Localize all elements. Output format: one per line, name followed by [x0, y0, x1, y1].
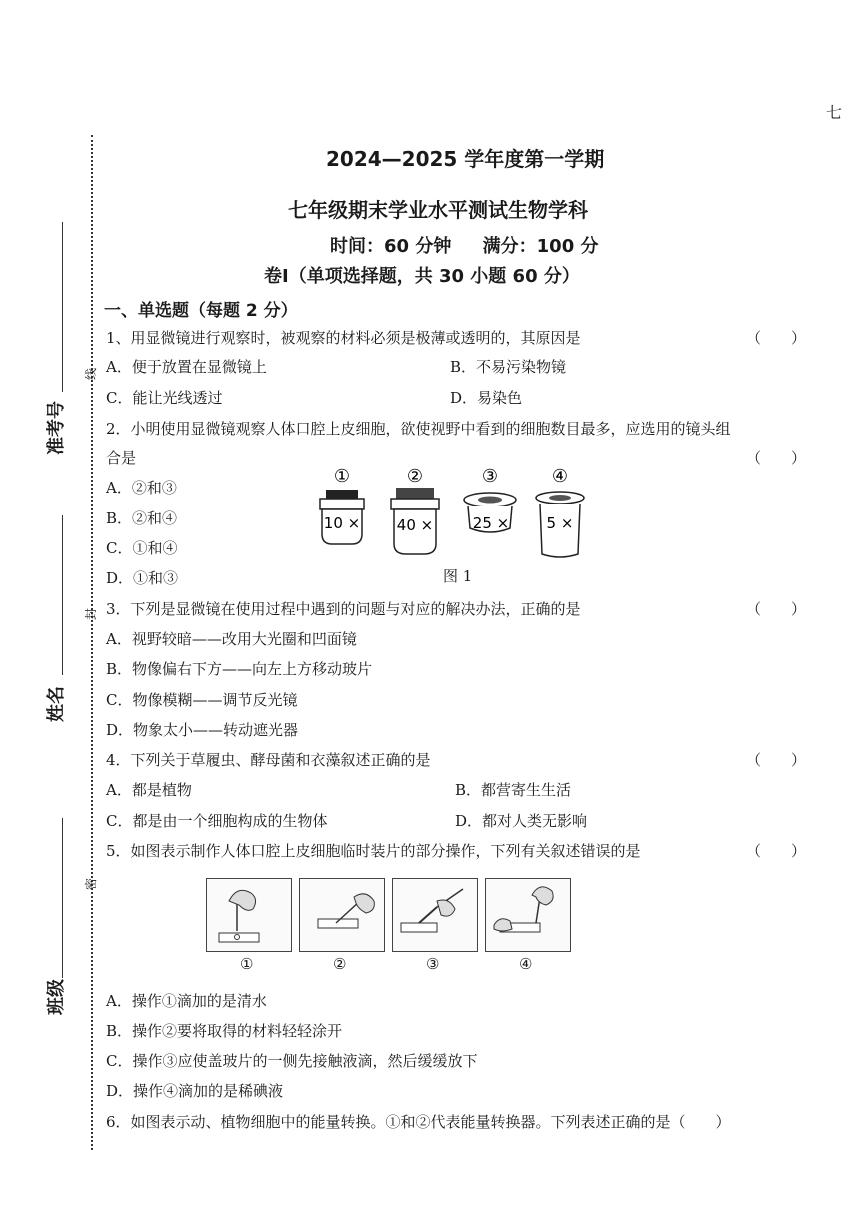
q3-option-b: B．物像偏右下方——向左上方移动玻片 — [106, 660, 373, 678]
q3-answer-paren: （ ） — [746, 600, 807, 618]
section-title: 一、单选题（每题 2 分） — [104, 301, 298, 321]
q5-stem: 5．如图表示制作人体口腔上皮细胞临时装片的部分操作，下列有关叙述错误的是 — [106, 842, 641, 860]
q1-stem: 1、用显微镜进行观察时，被观察的材料必须是极薄或透明的，其原因是 — [106, 329, 581, 347]
lens-1 — [320, 466, 364, 544]
q5-option-a: A．操作①滴加的是清水 — [106, 992, 267, 1010]
q2-option-a: A．②和③ — [106, 479, 177, 497]
time-info: 时间：60 分钟 满分：100 分 — [330, 236, 599, 257]
q3-option-c: C．物像模糊——调节反光镜 — [106, 691, 298, 709]
mark-seal: 封 — [84, 607, 98, 620]
q3-stem: 3．下列是显微镜在使用过程中遇到的问题与对应的解决办法，正确的是 — [106, 600, 581, 618]
q4-option-b: B．都营寄生生活 — [455, 781, 572, 799]
q4-option-a: A．都是植物 — [106, 781, 192, 799]
name-underline — [62, 515, 63, 675]
lens-2 — [391, 466, 439, 554]
lens-4 — [536, 466, 584, 557]
paper-info: 卷Ⅰ（单项选择题，共 30 小题 60 分） — [264, 266, 580, 287]
q4-option-c: C．都是由一个细胞构成的生物体 — [106, 812, 328, 830]
binding-dotted-line — [91, 135, 93, 1150]
q1-option-a: A．便于放置在显微镜上 — [106, 358, 267, 376]
lens-3-number: ③ — [481, 466, 499, 487]
q1-answer-paren: （ ） — [746, 329, 807, 347]
exam-title: 2024—2025 学年度第一学期 — [326, 147, 605, 171]
q5-step-1-photo — [206, 878, 292, 952]
lens-2-number: ② — [406, 466, 424, 487]
mark-line: 线 — [84, 367, 98, 380]
q5-step-4-label: ④ — [519, 955, 533, 973]
q6-stem: 6．如图表示动、植物细胞中的能量转换。①和②代表能量转换器。下列表述正确的是（ ） — [106, 1113, 731, 1131]
lens-4-mag: 5 × — [546, 514, 574, 532]
q5-step-2-label: ② — [333, 955, 347, 973]
name-label: 姓名 — [46, 686, 67, 722]
q5-option-c: C．操作③应使盖玻片的一侧先接触液滴，然后缓缓放下 — [106, 1052, 478, 1070]
corner-mark: 七 — [826, 103, 843, 122]
q2-stem-line1: 2．小明使用显微镜观察人体口腔上皮细胞，欲使视野中看到的细胞数目最多，应选用的镜头组 — [106, 420, 731, 438]
q5-step-3-label: ③ — [426, 955, 440, 973]
mark-tight: 密 — [84, 877, 98, 890]
q3-option-a: A．视野较暗——改用大光圈和凹面镜 — [106, 630, 357, 648]
q2-option-b: B．②和④ — [106, 509, 178, 527]
q5-option-d: D．操作④滴加的是稀碘液 — [106, 1082, 284, 1100]
q2-option-d: D．①和③ — [106, 569, 179, 587]
lens-1-mag: 10 × — [323, 514, 361, 532]
lens-3 — [464, 466, 516, 532]
q1-option-c: C．能让光线透过 — [106, 389, 223, 407]
figure-1-lenses — [312, 462, 592, 582]
q5-step-4-photo — [485, 878, 571, 952]
q4-answer-paren: （ ） — [746, 751, 807, 769]
class-label: 班级 — [46, 979, 67, 1015]
exam-no-underline — [62, 222, 63, 392]
lens-2-mag: 40 × — [396, 516, 434, 534]
q1-option-d: D．易染色 — [450, 389, 523, 407]
q2-option-c: C．①和④ — [106, 539, 178, 557]
lens-4-number: ④ — [551, 466, 569, 487]
q3-option-d: D．物象太小——转动遮光器 — [106, 721, 299, 739]
q5-answer-paren: （ ） — [746, 842, 807, 860]
q5-option-b: B．操作②要将取得的材料轻轻涂开 — [106, 1022, 343, 1040]
q5-step-1-label: ① — [240, 955, 254, 973]
exam-no-label: 准考号 — [46, 401, 67, 455]
q2-answer-paren: （ ） — [746, 449, 807, 467]
q4-stem: 4．下列关于草履虫、酵母菌和衣藻叙述正确的是 — [106, 751, 431, 769]
q5-step-2-photo — [299, 878, 385, 952]
q1-option-b: B．不易污染物镜 — [450, 358, 567, 376]
lens-3-mag: 25 × — [472, 514, 510, 532]
q4-option-d: D．都对人类无影响 — [455, 812, 588, 830]
q5-step-3-photo — [392, 878, 478, 952]
class-underline — [62, 818, 63, 978]
exam-subtitle: 七年级期末学业水平测试生物学科 — [288, 198, 588, 222]
q2-stem-line2: 合是 — [106, 449, 137, 467]
figure-1-caption: 图 1 — [443, 567, 473, 585]
lens-1-number: ① — [333, 466, 351, 487]
